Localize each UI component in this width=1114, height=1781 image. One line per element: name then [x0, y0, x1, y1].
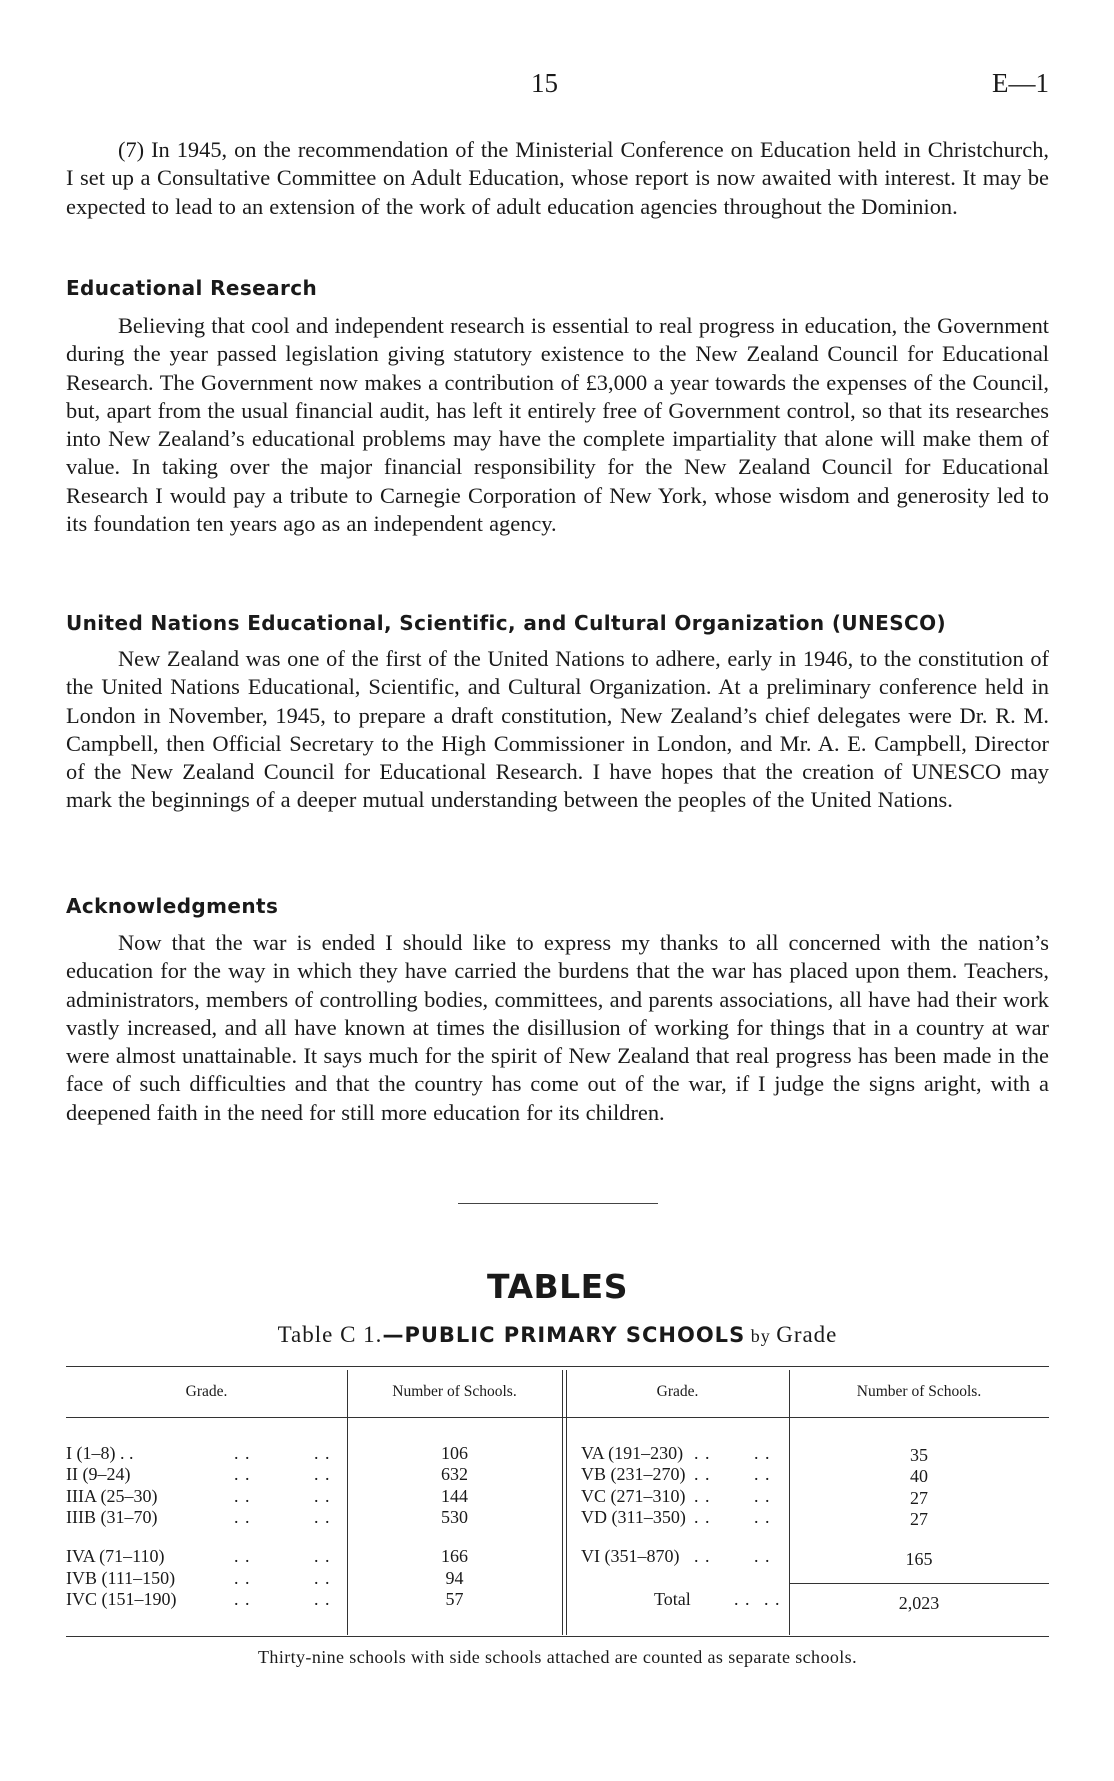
table-footnote: Thirty-nine schools with side schools attached are counted as separate schools.: [258, 1647, 857, 1667]
leader-dots: . .: [314, 1486, 331, 1506]
section-divider: [458, 1203, 658, 1204]
unesco-heading: United Nations Educational, Scientific, and Cultural Organization (UNESCO): [66, 611, 947, 635]
total-label: Total: [654, 1589, 691, 1609]
unesco-paragraph: New Zealand was one of the first of the United Nations to adhere, early in 1946, to the constitution of the United Nations Educational, Scientific, and Cultural Organization. At a preliminary conference held in London in November, 1945, to prepare a draft constitution, New Zealand’s chief delegates were Dr. R. M. Campbell, then Official Secretary to the High Commissioner in London, and Mr. A. E. Campbell, Director of the New Zealand Council for Educational Research. I have hopes that the creation of UNESCO may mark the beginnings of a deeper mutual understanding between the peoples of the United Nations.: [66, 646, 1049, 813]
school-count: 165: [905, 1549, 933, 1569]
leader-dots: . .: [754, 1546, 771, 1566]
table-column-divider: [347, 1370, 348, 1635]
grade-label: VA (191–230): [581, 1443, 684, 1463]
intro-section: [66, 136, 1049, 221]
acknowledgments-heading: Acknowledgments: [66, 894, 279, 918]
primary-schools-table: [66, 0, 1049, 1781]
leader-dots: . .: [314, 1464, 331, 1484]
leader-dots: . .: [234, 1507, 251, 1527]
leader-dots: . .: [234, 1464, 251, 1484]
acknowledgments-paragraph: Now that the war is ended I should like to express my thanks to all concerned with the nation’s education for the way in which they have carried the burdens that the war has placed upon them. Teachers, administrators, members of controlling bodies, committees, and parents associations, all have had their work vastly increased, and all have known at times the disillusion of working for things that in a country at war were almost unattainable. It says much for the spirit of New Zealand that real progress has been made in the face of such difficulties and that the country has come out of the war, if I judge the signs aright, with a deepened faith in the need for still more education for its children.: [66, 930, 1049, 1125]
total-rule: [790, 1583, 1049, 1584]
school-count: 166: [441, 1546, 468, 1566]
leader-dots: . .: [694, 1507, 711, 1527]
intro-paragraph: (7) In 1945, on the recommendation of the Ministerial Conference on Education held in Christchurch, I set up a Consultative Committee on Adult Education, whose report is now awaited with interest. It may be expected to lead to an extension of the work of adult education agencies throughout the Dominion.: [66, 137, 1049, 219]
leader-dots: . .: [234, 1568, 251, 1588]
tables-title: TABLES: [487, 1267, 628, 1306]
leader-dots: . .: [754, 1443, 771, 1463]
school-count: 27: [910, 1488, 928, 1508]
leader-dots: . .: [754, 1486, 771, 1506]
grade-label: IVC (151–190): [66, 1589, 177, 1609]
table-caption-by: by: [745, 1326, 777, 1346]
school-count: 94: [445, 1568, 464, 1588]
school-count: 106: [441, 1443, 468, 1463]
grade-label: IIIA (25–30): [66, 1486, 158, 1506]
leader-dots: . .: [694, 1464, 711, 1484]
educational-research-heading: Educational Research: [66, 276, 318, 300]
leader-dots: . .: [734, 1589, 751, 1609]
table-caption-suffix: Grade: [776, 1322, 838, 1347]
column-header-grade: Grade.: [656, 1383, 699, 1400]
leader-dots: . .: [314, 1546, 331, 1566]
grade-label: VC (271–310): [581, 1486, 686, 1506]
table-caption-prefix: Table C 1.: [277, 1322, 383, 1347]
leader-dots: . .: [314, 1443, 331, 1463]
grade-label: IVA (71–110): [66, 1546, 165, 1566]
table-caption-title: —PUBLIC PRIMARY SCHOOLS: [382, 1323, 746, 1347]
leader-dots: . .: [694, 1443, 711, 1463]
leader-dots: . .: [234, 1443, 251, 1463]
grade-label: I (1–8) . .: [66, 1443, 134, 1463]
unesco-section: [66, 645, 1049, 815]
table-column-divider: [562, 1370, 563, 1635]
grade-label: VD (311–350): [581, 1507, 686, 1527]
column-header-number: Number of Schools.: [856, 1383, 982, 1400]
page-number: 15: [531, 68, 558, 98]
school-count: 144: [441, 1486, 468, 1506]
table-column-divider: [789, 1370, 790, 1635]
document-page: [66, 0, 1049, 1781]
leader-dots: . .: [234, 1589, 251, 1609]
table-column-divider: [566, 1370, 567, 1635]
grade-label: IVB (111–150): [66, 1568, 176, 1588]
leader-dots: . .: [314, 1589, 331, 1609]
leader-dots: . .: [234, 1546, 251, 1566]
school-count: 632: [441, 1464, 468, 1484]
school-count: 40: [910, 1466, 928, 1486]
document-reference: E—1: [992, 68, 1049, 98]
leader-dots: . .: [694, 1546, 711, 1566]
leader-dots: . .: [754, 1464, 771, 1484]
grade-label: VB (231–270): [581, 1464, 686, 1484]
acknowledgments-section: [66, 929, 1049, 1127]
table-header-rule: [66, 1417, 1049, 1418]
educational-research-paragraph: Believing that cool and independent research is essential to real progress in education, the Government during the year passed legislation giving statutory existence to the New Zealand Council for Educational Research. The Government now makes a contribution of £3,000 a year towards the expenses of the Council, but, apart from the usual financial audit, has left it entirely free of Government control, so that its researches into New Zealand’s educational problems may have the complete impartiality that alone will make them of value. In taking over the major financial responsibility for the New Zealand Council for Educational Research I would pay a tribute to Carnegie Corporation of New York, whose wisdom and generosity led to its foundation ten years ago as an independent agency.: [66, 313, 1049, 537]
leader-dots: . .: [314, 1568, 331, 1588]
running-head: [66, 68, 1049, 104]
school-count: 57: [445, 1589, 464, 1609]
grade-label: II (9–24): [66, 1464, 131, 1484]
grade-label: IIIB (31–70): [66, 1507, 158, 1527]
grade-label: VI (351–870): [581, 1546, 680, 1566]
leader-dots: . .: [314, 1507, 331, 1527]
column-header-grade: Grade.: [185, 1383, 228, 1400]
table-top-rule: [66, 1366, 1049, 1367]
table-bottom-rule: [66, 1636, 1049, 1637]
school-count: 530: [441, 1507, 468, 1527]
school-count: 35: [910, 1445, 928, 1465]
leader-dots: . .: [754, 1507, 771, 1527]
leader-dots: . .: [764, 1589, 781, 1609]
column-header-number: Number of Schools.: [392, 1383, 517, 1400]
total-value: 2,023: [898, 1593, 940, 1613]
educational-research-section: [66, 312, 1049, 538]
school-count: 27: [910, 1509, 928, 1529]
leader-dots: . .: [694, 1486, 711, 1506]
leader-dots: . .: [234, 1486, 251, 1506]
table-caption: [66, 1322, 1049, 1348]
